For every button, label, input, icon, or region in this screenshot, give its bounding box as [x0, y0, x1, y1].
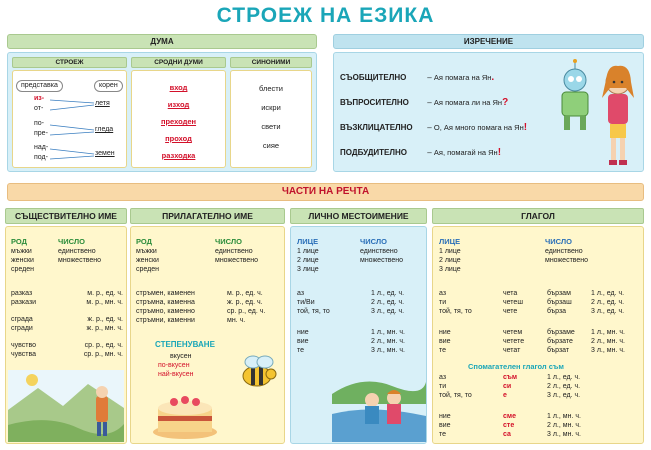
sentence-row — [340, 97, 527, 122]
verb-persons — [439, 247, 461, 274]
aux-gram: 3 л., мн. ч. — [547, 431, 581, 438]
example-pron: те — [439, 347, 447, 354]
verb-person-label: ЛИЦЕ — [439, 237, 461, 246]
number-item: единствено — [215, 248, 253, 255]
example-word: вие — [297, 338, 309, 345]
prefix-iz: из- — [34, 95, 45, 102]
aux-gram: 2 л., ед. ч. — [547, 383, 581, 390]
adjective-number-label: ЧИСЛО — [215, 237, 242, 246]
adjective-header: ПРИЛАГАТЕЛНО ИМЕ — [130, 208, 285, 224]
related-word: преходен — [160, 117, 197, 126]
example-row — [297, 337, 423, 346]
aux-pron: ти — [439, 383, 447, 390]
gender-item: женски — [11, 257, 34, 264]
example-row — [297, 328, 423, 337]
synonyms-header: СИНОНИМИ — [230, 57, 312, 68]
number-item: единствено — [58, 248, 96, 255]
example-row — [297, 346, 423, 355]
example-row — [136, 316, 281, 325]
pronoun-person-label: ЛИЦЕ — [297, 237, 319, 246]
person-item: 2 лице — [297, 257, 319, 264]
landscape-illustration — [8, 370, 124, 442]
example-word: разкази — [11, 299, 37, 306]
example-gram: ж. р., ед. ч. — [87, 316, 123, 323]
example-gram: ж. р., мн. ч. — [86, 325, 123, 332]
example-pron: ние — [439, 329, 451, 336]
noun-numbers — [58, 247, 101, 265]
example-word: стръмен, каменен — [136, 290, 195, 297]
example-gram: м. р., мн. ч. — [86, 299, 123, 306]
root-zemen: земен — [95, 150, 115, 157]
number-item: множествено — [360, 257, 404, 264]
example-row — [11, 298, 123, 307]
example-row — [136, 289, 281, 298]
example-gram: 2 л., мн. ч. — [591, 338, 625, 345]
aux-pron: аз — [439, 374, 447, 381]
verb-number-label: ЧИСЛО — [545, 237, 572, 246]
aux-row — [439, 373, 639, 382]
sentence-type: ПОДБУДИТЕЛНО — [340, 148, 407, 157]
example-word: чувства — [11, 351, 37, 358]
structure-header: СТРОЕЖ — [12, 57, 127, 68]
verb-examples — [439, 289, 639, 355]
sentence-header: ИЗРЕЧЕНИЕ — [333, 34, 644, 49]
pronoun-number-label: ЧИСЛО — [360, 237, 387, 246]
example-word: ти/Ви — [297, 299, 315, 306]
example-pron: аз — [439, 290, 447, 297]
example-row — [297, 289, 423, 298]
example-word: разказ — [11, 290, 33, 297]
example-verb: четем — [503, 329, 523, 336]
example-word: стръмно, каменно — [136, 308, 195, 315]
pronoun-persons — [297, 247, 319, 274]
sentence-type: ВЪПРОСИТЕЛНО — [340, 98, 409, 107]
example-word: стръмни, каменни — [136, 317, 195, 324]
pronoun-header: ЛИЧНО МЕСТОИМЕНИЕ — [290, 208, 427, 224]
noun-examples — [11, 289, 123, 359]
gender-item: среден — [11, 266, 34, 273]
example-verb: четете — [503, 338, 525, 345]
aux-gram: 2 л., мн. ч. — [547, 422, 581, 429]
example-row — [439, 289, 639, 298]
gender-item: мъжки — [136, 248, 157, 255]
person-item: 3 лице — [439, 266, 461, 273]
example-gram: 2 л., мн. ч. — [371, 338, 405, 345]
pronoun-examples — [297, 289, 423, 355]
sentence-text: Ая помага на Ян — [433, 73, 492, 82]
synonym-word: блести — [259, 84, 283, 93]
gender-item: мъжки — [11, 248, 32, 255]
aux-verb: са — [503, 431, 511, 438]
example-row — [11, 324, 123, 333]
prefix-pre: пре- — [34, 130, 48, 137]
person-item: 2 лице — [439, 257, 461, 264]
number-item: множествено — [545, 257, 589, 264]
person-item: 1 лице — [439, 248, 461, 255]
sentence-mark: ! — [523, 122, 528, 133]
sentence-type: СЪОБЩИТЕЛНО — [340, 73, 407, 82]
related-list — [131, 79, 226, 164]
example-row — [439, 298, 639, 307]
aux-verb: сте — [503, 422, 515, 429]
number-item: множествено — [215, 257, 259, 264]
example-word: ние — [297, 329, 309, 336]
aux-verb-label: Спомагателен глагол съм — [468, 362, 564, 371]
example-gram: 3 л., ед. ч. — [371, 308, 405, 315]
example-row — [297, 298, 423, 307]
example-verb: четеш — [503, 299, 523, 306]
aux-gram: 3 л., ед. ч. — [547, 392, 581, 399]
prefix-pod: под- — [34, 154, 48, 161]
example-gram: 1 л., ед. ч. — [371, 290, 405, 297]
noun-number-label: ЧИСЛО — [58, 237, 85, 246]
sentence-text: Ая помага ли на Ян — [433, 98, 503, 107]
example-row — [11, 350, 123, 359]
prefix-label: представка — [16, 80, 63, 92]
aux-pron: вие — [439, 422, 451, 429]
example-gram: 1 л., мн. ч. — [591, 329, 625, 336]
gender-item: женски — [136, 257, 159, 264]
number-item: единствено — [360, 248, 398, 255]
synonym-word: сияе — [262, 141, 280, 150]
bee-illustration — [235, 352, 281, 392]
example-word: той, тя, то — [297, 308, 330, 315]
example-gram: ср. р., ед. ч. — [84, 342, 123, 349]
example-gram: 3 л., ед. ч. — [591, 308, 625, 315]
example-gram: 3 л., мн. ч. — [591, 347, 625, 354]
related-word: разходка — [161, 151, 196, 160]
sentence-mark: . — [491, 72, 495, 83]
degrees-label: СТЕПЕНУВАНЕ — [155, 340, 215, 349]
sentence-row — [340, 72, 527, 97]
noun-genders — [11, 247, 34, 274]
sentence-list — [340, 72, 527, 172]
example-row — [439, 307, 639, 316]
noun-gender-label: РОД — [11, 237, 27, 246]
adjective-gender-label: РОД — [136, 237, 152, 246]
river-kids-illustration — [332, 364, 426, 442]
aux-verb: сме — [503, 413, 516, 420]
example-word: чувство — [11, 342, 37, 349]
cake-illustration — [150, 384, 220, 440]
related-word: изход — [167, 100, 190, 109]
example-row — [11, 289, 123, 298]
synonym-word: свети — [261, 122, 281, 131]
example-word: те — [297, 347, 305, 354]
person-item: 1 лице — [297, 248, 319, 255]
degree-item: по-вкусен — [158, 362, 190, 369]
aux-gram: 1 л., ед. ч. — [547, 374, 581, 381]
sentence-text: О, Ая много помага на Ян — [433, 123, 524, 132]
aux-row — [439, 382, 639, 391]
example-verb: бързам — [547, 290, 571, 297]
degree-item: вкусен — [170, 353, 192, 360]
example-word: сграда — [11, 316, 33, 323]
aux-pron: ние — [439, 413, 451, 420]
example-verb: чета — [503, 290, 518, 297]
aux-pron: той, тя, то — [439, 392, 472, 399]
example-gram: 2 л., ед. ч. — [591, 299, 625, 306]
example-word: стръмна, каменна — [136, 299, 195, 306]
example-gram: ср. р., ед. ч. — [227, 308, 266, 315]
noun-header: СЪЩЕСТВИТЕЛНО ИМЕ — [5, 208, 127, 224]
example-verb: бързате — [547, 338, 573, 345]
root-label: корен — [94, 80, 123, 92]
aux-verb: си — [503, 383, 512, 390]
robot-girl-illustration — [556, 58, 642, 170]
example-row — [136, 298, 281, 307]
example-row — [439, 337, 639, 346]
prefix-ot: от- — [34, 105, 44, 112]
example-pron: той, тя, то — [439, 308, 472, 315]
sentence-mark: ? — [502, 97, 509, 108]
degree-item: най-вкусен — [158, 371, 194, 378]
example-gram: 1 л., ед. ч. — [591, 290, 625, 297]
example-verb: четат — [503, 347, 521, 354]
example-row — [297, 307, 423, 316]
aux-gram: 1 л., мн. ч. — [547, 413, 581, 420]
number-item: единствено — [545, 248, 583, 255]
degrees-list — [158, 352, 194, 379]
example-gram: м. р., ед. ч. — [87, 290, 123, 297]
adjective-examples — [136, 289, 281, 325]
synonym-word: искри — [261, 103, 281, 112]
adjective-genders — [136, 247, 159, 274]
related-word: вход — [169, 83, 188, 92]
example-word: аз — [297, 290, 305, 297]
prefix-po: по- — [34, 120, 45, 127]
aux-row — [439, 391, 639, 400]
example-gram: м. р., ед. ч. — [227, 290, 263, 297]
example-verb: бързаме — [547, 329, 575, 336]
example-verb: чете — [503, 308, 518, 315]
verb-header: ГЛАГОЛ — [432, 208, 644, 224]
parts-header: ЧАСТИ НА РЕЧТА — [7, 183, 644, 201]
aux-pron: те — [439, 431, 447, 438]
example-row — [136, 307, 281, 316]
example-gram: 3 л., мн. ч. — [371, 347, 405, 354]
example-verb: бързат — [547, 347, 570, 354]
page-title: СТРОЕЖ НА ЕЗИКА — [216, 4, 435, 27]
example-gram: 1 л., мн. ч. — [371, 329, 405, 336]
word-header: ДУМА — [7, 34, 317, 49]
aux-verb-examples — [439, 373, 639, 439]
aux-verb: съм — [503, 374, 518, 381]
prefix-nad: над- — [34, 144, 49, 151]
sentence-dash: – — [427, 98, 432, 107]
related-header: СРОДНИ ДУМИ — [131, 57, 226, 68]
example-gram: ж. р., ед. ч. — [227, 299, 263, 306]
sentence-row — [340, 147, 527, 172]
number-item: множествено — [58, 257, 102, 264]
aux-verb: е — [503, 392, 507, 399]
example-gram: 2 л., ед. ч. — [371, 299, 405, 306]
aux-row — [439, 430, 639, 439]
sentence-dash: – — [427, 73, 432, 82]
aux-row — [439, 421, 639, 430]
example-pron: вие — [439, 338, 451, 345]
root-letya: летя — [95, 100, 110, 107]
adjective-numbers — [215, 247, 258, 265]
gender-item: среден — [136, 266, 159, 273]
aux-row — [439, 412, 639, 421]
sentence-type: ВЪЗКЛИЦАТЕЛНО — [340, 123, 413, 132]
example-row — [11, 341, 123, 350]
example-pron: ти — [439, 299, 447, 306]
example-gram: мн. ч. — [227, 317, 246, 324]
root-gleda: гледа — [95, 126, 114, 133]
sentence-dash: – — [427, 148, 432, 157]
example-row — [439, 346, 639, 355]
sentence-dash: – — [427, 123, 432, 132]
pronoun-numbers — [360, 247, 403, 265]
example-verb: бързаш — [547, 299, 572, 306]
sentence-row — [340, 122, 527, 147]
sentence-mark: ! — [497, 147, 502, 158]
example-verb: бърза — [547, 308, 567, 315]
example-word: сгради — [11, 325, 33, 332]
verb-numbers — [545, 247, 588, 265]
synonyms-list — [230, 79, 312, 155]
example-row — [439, 328, 639, 337]
related-word: проход — [165, 134, 192, 143]
person-item: 3 лице — [297, 266, 319, 273]
example-row — [11, 315, 123, 324]
example-gram: ср. р., мн. ч. — [83, 351, 123, 358]
sentence-text: Ая, помагай на Ян — [433, 148, 498, 157]
